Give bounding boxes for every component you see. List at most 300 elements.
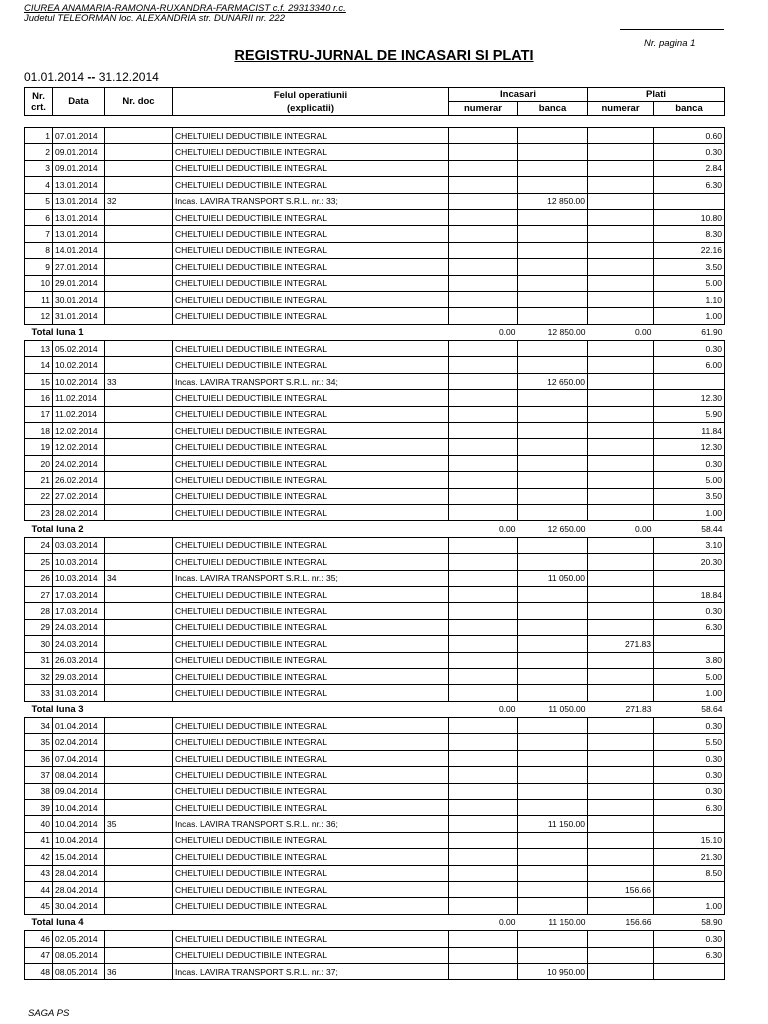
table-row bbox=[25, 144, 725, 160]
row-incasari-numerar bbox=[449, 898, 518, 914]
col-description-title: Felul operatiunii bbox=[273, 89, 348, 101]
table-row bbox=[25, 275, 725, 291]
row-number: 18 bbox=[25, 423, 53, 439]
row-doc-number bbox=[105, 554, 173, 570]
row-incasari-banca bbox=[518, 619, 588, 635]
row-date: 27.01.2014 bbox=[53, 259, 105, 275]
table-row bbox=[25, 570, 725, 586]
page-title: REGISTRU-JURNAL DE INCASARI SI PLATI bbox=[234, 48, 534, 64]
row-plati-banca bbox=[654, 816, 725, 832]
row-number: 2 bbox=[25, 144, 53, 160]
row-plati-banca: 0.30 bbox=[654, 341, 725, 357]
row-doc-number bbox=[105, 242, 173, 258]
row-number: 8 bbox=[25, 242, 53, 258]
row-number: 31 bbox=[25, 652, 53, 668]
row-description: Incas. LAVIRA TRANSPORT S.R.L. nr.: 35; bbox=[173, 570, 449, 586]
row-description: CHELTUIELI DEDUCTIBILE INTEGRAL bbox=[173, 291, 449, 307]
row-plati-banca: 0.30 bbox=[654, 718, 725, 734]
row-doc-number bbox=[105, 931, 173, 947]
row-number: 39 bbox=[25, 800, 53, 816]
row-plati-numerar bbox=[588, 865, 654, 881]
row-incasari-numerar bbox=[449, 209, 518, 225]
row-plati-banca: 10.80 bbox=[654, 209, 725, 225]
row-incasari-numerar bbox=[449, 308, 518, 324]
row-incasari-numerar bbox=[449, 242, 518, 258]
row-incasari-numerar bbox=[449, 603, 518, 619]
row-number: 3 bbox=[25, 160, 53, 176]
row-description: CHELTUIELI DEDUCTIBILE INTEGRAL bbox=[173, 308, 449, 324]
row-incasari-numerar bbox=[449, 291, 518, 307]
row-date: 10.04.2014 bbox=[53, 800, 105, 816]
row-plati-numerar bbox=[588, 406, 654, 422]
row-plati-banca: 1.10 bbox=[654, 291, 725, 307]
row-description: CHELTUIELI DEDUCTIBILE INTEGRAL bbox=[173, 734, 449, 750]
row-description: Incas. LAVIRA TRANSPORT S.R.L. nr.: 33; bbox=[173, 193, 449, 209]
row-date: 26.02.2014 bbox=[53, 472, 105, 488]
row-number: 5 bbox=[25, 193, 53, 209]
row-incasari-banca bbox=[518, 931, 588, 947]
total-plati-banca: 58.44 bbox=[654, 521, 725, 537]
row-incasari-banca bbox=[518, 668, 588, 684]
row-incasari-numerar bbox=[449, 373, 518, 389]
row-description: CHELTUIELI DEDUCTIBILE INTEGRAL bbox=[173, 209, 449, 225]
row-plati-banca: 1.00 bbox=[654, 308, 725, 324]
row-incasari-banca bbox=[518, 291, 588, 307]
row-date: 03.03.2014 bbox=[53, 537, 105, 553]
row-incasari-banca bbox=[518, 472, 588, 488]
table-row bbox=[25, 308, 725, 324]
row-description: Incas. LAVIRA TRANSPORT S.R.L. nr.: 34; bbox=[173, 373, 449, 389]
row-plati-numerar bbox=[588, 504, 654, 520]
row-number: 40 bbox=[25, 816, 53, 832]
row-plati-numerar bbox=[588, 652, 654, 668]
table-row bbox=[25, 931, 725, 947]
col-incasari-numerar-header: numerar bbox=[449, 102, 518, 116]
month-total-label: Total luna 2 bbox=[25, 521, 449, 537]
row-doc-number: 34 bbox=[105, 570, 173, 586]
row-number: 32 bbox=[25, 668, 53, 684]
table-row bbox=[25, 849, 725, 865]
row-doc-number bbox=[105, 947, 173, 963]
table-row bbox=[25, 800, 725, 816]
table-row bbox=[25, 767, 725, 783]
row-date: 30.04.2014 bbox=[53, 898, 105, 914]
row-description: CHELTUIELI DEDUCTIBILE INTEGRAL bbox=[173, 488, 449, 504]
row-description: CHELTUIELI DEDUCTIBILE INTEGRAL bbox=[173, 619, 449, 635]
row-doc-number bbox=[105, 144, 173, 160]
row-incasari-banca bbox=[518, 849, 588, 865]
row-number: 28 bbox=[25, 603, 53, 619]
table-row bbox=[25, 209, 725, 225]
row-incasari-banca bbox=[518, 259, 588, 275]
table-row bbox=[25, 504, 725, 520]
row-number: 33 bbox=[25, 685, 53, 701]
row-date: 08.05.2014 bbox=[53, 963, 105, 979]
table-row bbox=[25, 554, 725, 570]
row-incasari-numerar bbox=[449, 341, 518, 357]
table-row bbox=[25, 619, 725, 635]
row-plati-banca bbox=[654, 193, 725, 209]
row-plati-banca: 6.30 bbox=[654, 947, 725, 963]
col-plati-numerar-header: numerar bbox=[588, 102, 654, 116]
row-date: 31.01.2014 bbox=[53, 308, 105, 324]
row-doc-number: 32 bbox=[105, 193, 173, 209]
row-doc-number bbox=[105, 865, 173, 881]
row-plati-numerar bbox=[588, 668, 654, 684]
col-incasari-header: Incasari bbox=[449, 88, 588, 102]
total-plati-banca: 58.64 bbox=[654, 701, 725, 717]
row-date: 17.03.2014 bbox=[53, 603, 105, 619]
row-description: CHELTUIELI DEDUCTIBILE INTEGRAL bbox=[173, 472, 449, 488]
table-row bbox=[25, 947, 725, 963]
row-number: 20 bbox=[25, 455, 53, 471]
row-date: 13.01.2014 bbox=[53, 226, 105, 242]
row-incasari-numerar bbox=[449, 455, 518, 471]
row-plati-banca bbox=[654, 636, 725, 652]
row-incasari-numerar bbox=[449, 537, 518, 553]
row-date: 12.02.2014 bbox=[53, 423, 105, 439]
row-number: 21 bbox=[25, 472, 53, 488]
row-description: CHELTUIELI DEDUCTIBILE INTEGRAL bbox=[173, 455, 449, 471]
table-row bbox=[25, 718, 725, 734]
row-doc-number bbox=[105, 750, 173, 766]
row-date: 07.01.2014 bbox=[53, 128, 105, 144]
row-description: CHELTUIELI DEDUCTIBILE INTEGRAL bbox=[173, 881, 449, 897]
row-number: 45 bbox=[25, 898, 53, 914]
row-incasari-banca bbox=[518, 357, 588, 373]
row-plati-banca: 1.00 bbox=[654, 504, 725, 520]
row-plati-banca: 3.50 bbox=[654, 259, 725, 275]
row-incasari-banca bbox=[518, 685, 588, 701]
row-incasari-numerar bbox=[449, 406, 518, 422]
row-plati-banca: 6.00 bbox=[654, 357, 725, 373]
table-row bbox=[25, 586, 725, 602]
row-doc-number bbox=[105, 291, 173, 307]
table-row bbox=[25, 177, 725, 193]
table-row bbox=[25, 357, 725, 373]
row-description: Incas. LAVIRA TRANSPORT S.R.L. nr.: 37; bbox=[173, 963, 449, 979]
col-plati-header: Plati bbox=[588, 88, 725, 102]
row-plati-numerar bbox=[588, 963, 654, 979]
row-number: 46 bbox=[25, 931, 53, 947]
month-total-row bbox=[25, 521, 725, 537]
total-plati-numerar: 0.00 bbox=[588, 521, 654, 537]
row-incasari-banca bbox=[518, 177, 588, 193]
period-end: 31.12.2014 bbox=[98, 70, 159, 84]
row-incasari-numerar bbox=[449, 275, 518, 291]
period-range bbox=[24, 70, 159, 84]
header-divider bbox=[620, 29, 724, 30]
row-incasari-banca bbox=[518, 423, 588, 439]
row-doc-number bbox=[105, 406, 173, 422]
row-incasari-banca bbox=[518, 783, 588, 799]
row-incasari-banca: 11 050.00 bbox=[518, 570, 588, 586]
row-description: CHELTUIELI DEDUCTIBILE INTEGRAL bbox=[173, 177, 449, 193]
total-incasari-banca: 12 650.00 bbox=[518, 521, 588, 537]
row-number: 22 bbox=[25, 488, 53, 504]
row-date: 12.02.2014 bbox=[53, 439, 105, 455]
row-incasari-numerar bbox=[449, 849, 518, 865]
row-plati-banca: 0.30 bbox=[654, 931, 725, 947]
row-plati-numerar bbox=[588, 439, 654, 455]
row-number: 44 bbox=[25, 881, 53, 897]
row-plati-banca: 1.00 bbox=[654, 685, 725, 701]
row-description: CHELTUIELI DEDUCTIBILE INTEGRAL bbox=[173, 341, 449, 357]
row-incasari-banca bbox=[518, 390, 588, 406]
table-row bbox=[25, 242, 725, 258]
total-plati-numerar: 0.00 bbox=[588, 324, 654, 340]
row-plati-banca bbox=[654, 881, 725, 897]
total-incasari-numerar: 0.00 bbox=[449, 914, 518, 930]
row-incasari-numerar bbox=[449, 832, 518, 848]
table-row bbox=[25, 373, 725, 389]
row-number: 37 bbox=[25, 767, 53, 783]
month-total-row bbox=[25, 914, 725, 930]
row-doc-number bbox=[105, 668, 173, 684]
row-incasari-numerar bbox=[449, 767, 518, 783]
row-date: 13.01.2014 bbox=[53, 209, 105, 225]
row-incasari-banca: 10 950.00 bbox=[518, 963, 588, 979]
row-date: 13.01.2014 bbox=[53, 193, 105, 209]
row-doc-number bbox=[105, 259, 173, 275]
row-number: 25 bbox=[25, 554, 53, 570]
row-incasari-banca bbox=[518, 881, 588, 897]
row-plati-numerar bbox=[588, 718, 654, 734]
row-incasari-banca bbox=[518, 406, 588, 422]
row-number: 4 bbox=[25, 177, 53, 193]
row-plati-numerar bbox=[588, 570, 654, 586]
row-doc-number bbox=[105, 439, 173, 455]
row-incasari-numerar bbox=[449, 783, 518, 799]
row-incasari-banca bbox=[518, 652, 588, 668]
company-address-line: Judetul TELEORMAN loc. ALEXANDRIA str. DUNARII nr. 222 bbox=[24, 13, 285, 24]
row-date: 11.02.2014 bbox=[53, 390, 105, 406]
table-row bbox=[25, 439, 725, 455]
row-plati-numerar bbox=[588, 423, 654, 439]
row-doc-number bbox=[105, 783, 173, 799]
row-number: 34 bbox=[25, 718, 53, 734]
row-doc-number bbox=[105, 734, 173, 750]
row-date: 24.03.2014 bbox=[53, 636, 105, 652]
row-incasari-banca bbox=[518, 832, 588, 848]
row-incasari-numerar bbox=[449, 668, 518, 684]
row-description: Incas. LAVIRA TRANSPORT S.R.L. nr.: 36; bbox=[173, 816, 449, 832]
row-description: CHELTUIELI DEDUCTIBILE INTEGRAL bbox=[173, 800, 449, 816]
table-row bbox=[25, 652, 725, 668]
row-plati-numerar: 156.66 bbox=[588, 881, 654, 897]
row-doc-number bbox=[105, 341, 173, 357]
row-incasari-banca: 12 850.00 bbox=[518, 193, 588, 209]
row-plati-numerar bbox=[588, 373, 654, 389]
row-plati-numerar bbox=[588, 308, 654, 324]
month-total-row bbox=[25, 324, 725, 340]
row-doc-number bbox=[105, 636, 173, 652]
row-incasari-numerar bbox=[449, 472, 518, 488]
col-nr-header: Nr. crt. bbox=[25, 88, 53, 116]
row-number: 36 bbox=[25, 750, 53, 766]
total-plati-banca: 61.90 bbox=[654, 324, 725, 340]
company-info bbox=[24, 4, 346, 24]
row-plati-banca: 21.30 bbox=[654, 849, 725, 865]
row-date: 24.03.2014 bbox=[53, 619, 105, 635]
row-incasari-numerar bbox=[449, 685, 518, 701]
row-plati-banca: 5.90 bbox=[654, 406, 725, 422]
row-date: 26.03.2014 bbox=[53, 652, 105, 668]
period-separator: -- bbox=[87, 70, 96, 84]
row-number: 10 bbox=[25, 275, 53, 291]
table-row bbox=[25, 816, 725, 832]
row-incasari-banca bbox=[518, 226, 588, 242]
row-incasari-banca bbox=[518, 636, 588, 652]
row-date: 28.04.2014 bbox=[53, 881, 105, 897]
row-plati-numerar bbox=[588, 734, 654, 750]
row-description: CHELTUIELI DEDUCTIBILE INTEGRAL bbox=[173, 767, 449, 783]
row-doc-number bbox=[105, 849, 173, 865]
row-doc-number bbox=[105, 652, 173, 668]
row-incasari-banca bbox=[518, 275, 588, 291]
row-date: 29.01.2014 bbox=[53, 275, 105, 291]
page-number: Nr. pagina 1 bbox=[644, 38, 696, 49]
row-plati-banca: 0.60 bbox=[654, 128, 725, 144]
row-description: CHELTUIELI DEDUCTIBILE INTEGRAL bbox=[173, 685, 449, 701]
row-plati-banca: 6.30 bbox=[654, 619, 725, 635]
row-incasari-numerar bbox=[449, 160, 518, 176]
row-incasari-numerar bbox=[449, 931, 518, 947]
row-doc-number bbox=[105, 832, 173, 848]
row-incasari-banca bbox=[518, 308, 588, 324]
row-date: 10.04.2014 bbox=[53, 832, 105, 848]
row-doc-number bbox=[105, 128, 173, 144]
total-incasari-numerar: 0.00 bbox=[449, 521, 518, 537]
row-plati-numerar bbox=[588, 488, 654, 504]
row-plati-banca: 12.30 bbox=[654, 439, 725, 455]
row-incasari-numerar bbox=[449, 177, 518, 193]
row-plati-banca: 11.84 bbox=[654, 423, 725, 439]
month-total-row bbox=[25, 701, 725, 717]
row-doc-number bbox=[105, 488, 173, 504]
row-incasari-numerar bbox=[449, 865, 518, 881]
row-description: CHELTUIELI DEDUCTIBILE INTEGRAL bbox=[173, 423, 449, 439]
row-doc-number bbox=[105, 209, 173, 225]
row-incasari-numerar bbox=[449, 488, 518, 504]
row-plati-banca: 8.50 bbox=[654, 865, 725, 881]
row-plati-numerar bbox=[588, 472, 654, 488]
row-plati-banca: 0.30 bbox=[654, 603, 725, 619]
ledger-header bbox=[24, 87, 725, 116]
total-incasari-numerar: 0.00 bbox=[449, 324, 518, 340]
row-incasari-banca bbox=[518, 504, 588, 520]
total-plati-numerar: 271.83 bbox=[588, 701, 654, 717]
row-plati-banca: 0.30 bbox=[654, 455, 725, 471]
row-plati-banca: 22.16 bbox=[654, 242, 725, 258]
row-description: CHELTUIELI DEDUCTIBILE INTEGRAL bbox=[173, 668, 449, 684]
row-doc-number bbox=[105, 898, 173, 914]
row-description: CHELTUIELI DEDUCTIBILE INTEGRAL bbox=[173, 947, 449, 963]
row-incasari-banca bbox=[518, 128, 588, 144]
row-doc-number bbox=[105, 357, 173, 373]
row-date: 09.01.2014 bbox=[53, 160, 105, 176]
row-plati-numerar bbox=[588, 586, 654, 602]
row-incasari-numerar bbox=[449, 423, 518, 439]
row-plati-banca: 0.30 bbox=[654, 767, 725, 783]
row-plati-numerar bbox=[588, 849, 654, 865]
row-date: 14.01.2014 bbox=[53, 242, 105, 258]
row-date: 11.02.2014 bbox=[53, 406, 105, 422]
row-date: 27.02.2014 bbox=[53, 488, 105, 504]
total-plati-banca: 58.90 bbox=[654, 914, 725, 930]
row-incasari-banca bbox=[518, 947, 588, 963]
row-plati-banca: 5.00 bbox=[654, 668, 725, 684]
table-row bbox=[25, 455, 725, 471]
row-incasari-banca bbox=[518, 537, 588, 553]
table-row bbox=[25, 291, 725, 307]
row-incasari-banca bbox=[518, 242, 588, 258]
row-plati-numerar bbox=[588, 455, 654, 471]
row-number: 43 bbox=[25, 865, 53, 881]
row-incasari-numerar bbox=[449, 816, 518, 832]
row-plati-banca: 0.30 bbox=[654, 750, 725, 766]
row-description: CHELTUIELI DEDUCTIBILE INTEGRAL bbox=[173, 849, 449, 865]
row-incasari-banca bbox=[518, 209, 588, 225]
row-number: 42 bbox=[25, 849, 53, 865]
row-plati-banca: 6.30 bbox=[654, 177, 725, 193]
row-date: 28.04.2014 bbox=[53, 865, 105, 881]
row-date: 10.04.2014 bbox=[53, 816, 105, 832]
total-incasari-numerar: 0.00 bbox=[449, 701, 518, 717]
col-incasari-banca-header: banca bbox=[518, 102, 588, 116]
row-number: 41 bbox=[25, 832, 53, 848]
row-number: 23 bbox=[25, 504, 53, 520]
row-number: 6 bbox=[25, 209, 53, 225]
row-plati-numerar bbox=[588, 898, 654, 914]
month-total-label: Total luna 4 bbox=[25, 914, 449, 930]
row-number: 27 bbox=[25, 586, 53, 602]
company-name-line: CIUREA ANAMARIA-RAMONA-RUXANDRA-FARMACIST c.f. 29313340 r.c. bbox=[24, 3, 346, 14]
row-date: 02.04.2014 bbox=[53, 734, 105, 750]
row-incasari-banca: 12 650.00 bbox=[518, 373, 588, 389]
row-incasari-numerar bbox=[449, 570, 518, 586]
row-doc-number bbox=[105, 767, 173, 783]
row-incasari-banca bbox=[518, 586, 588, 602]
row-number: 47 bbox=[25, 947, 53, 963]
row-date: 01.04.2014 bbox=[53, 718, 105, 734]
row-incasari-numerar bbox=[449, 963, 518, 979]
row-plati-numerar bbox=[588, 767, 654, 783]
row-number: 15 bbox=[25, 373, 53, 389]
table-row bbox=[25, 898, 725, 914]
row-date: 09.04.2014 bbox=[53, 783, 105, 799]
table-row bbox=[25, 160, 725, 176]
row-description: CHELTUIELI DEDUCTIBILE INTEGRAL bbox=[173, 636, 449, 652]
table-row bbox=[25, 406, 725, 422]
total-plati-numerar: 156.66 bbox=[588, 914, 654, 930]
row-plati-numerar bbox=[588, 783, 654, 799]
row-incasari-numerar bbox=[449, 586, 518, 602]
row-description: CHELTUIELI DEDUCTIBILE INTEGRAL bbox=[173, 783, 449, 799]
row-description: CHELTUIELI DEDUCTIBILE INTEGRAL bbox=[173, 275, 449, 291]
row-description: CHELTUIELI DEDUCTIBILE INTEGRAL bbox=[173, 504, 449, 520]
row-incasari-banca bbox=[518, 455, 588, 471]
row-date: 05.02.2014 bbox=[53, 341, 105, 357]
row-incasari-numerar bbox=[449, 750, 518, 766]
table-row bbox=[25, 783, 725, 799]
row-description: CHELTUIELI DEDUCTIBILE INTEGRAL bbox=[173, 242, 449, 258]
row-incasari-numerar bbox=[449, 881, 518, 897]
row-incasari-banca bbox=[518, 718, 588, 734]
row-plati-banca: 1.00 bbox=[654, 898, 725, 914]
row-plati-numerar bbox=[588, 144, 654, 160]
row-doc-number bbox=[105, 603, 173, 619]
